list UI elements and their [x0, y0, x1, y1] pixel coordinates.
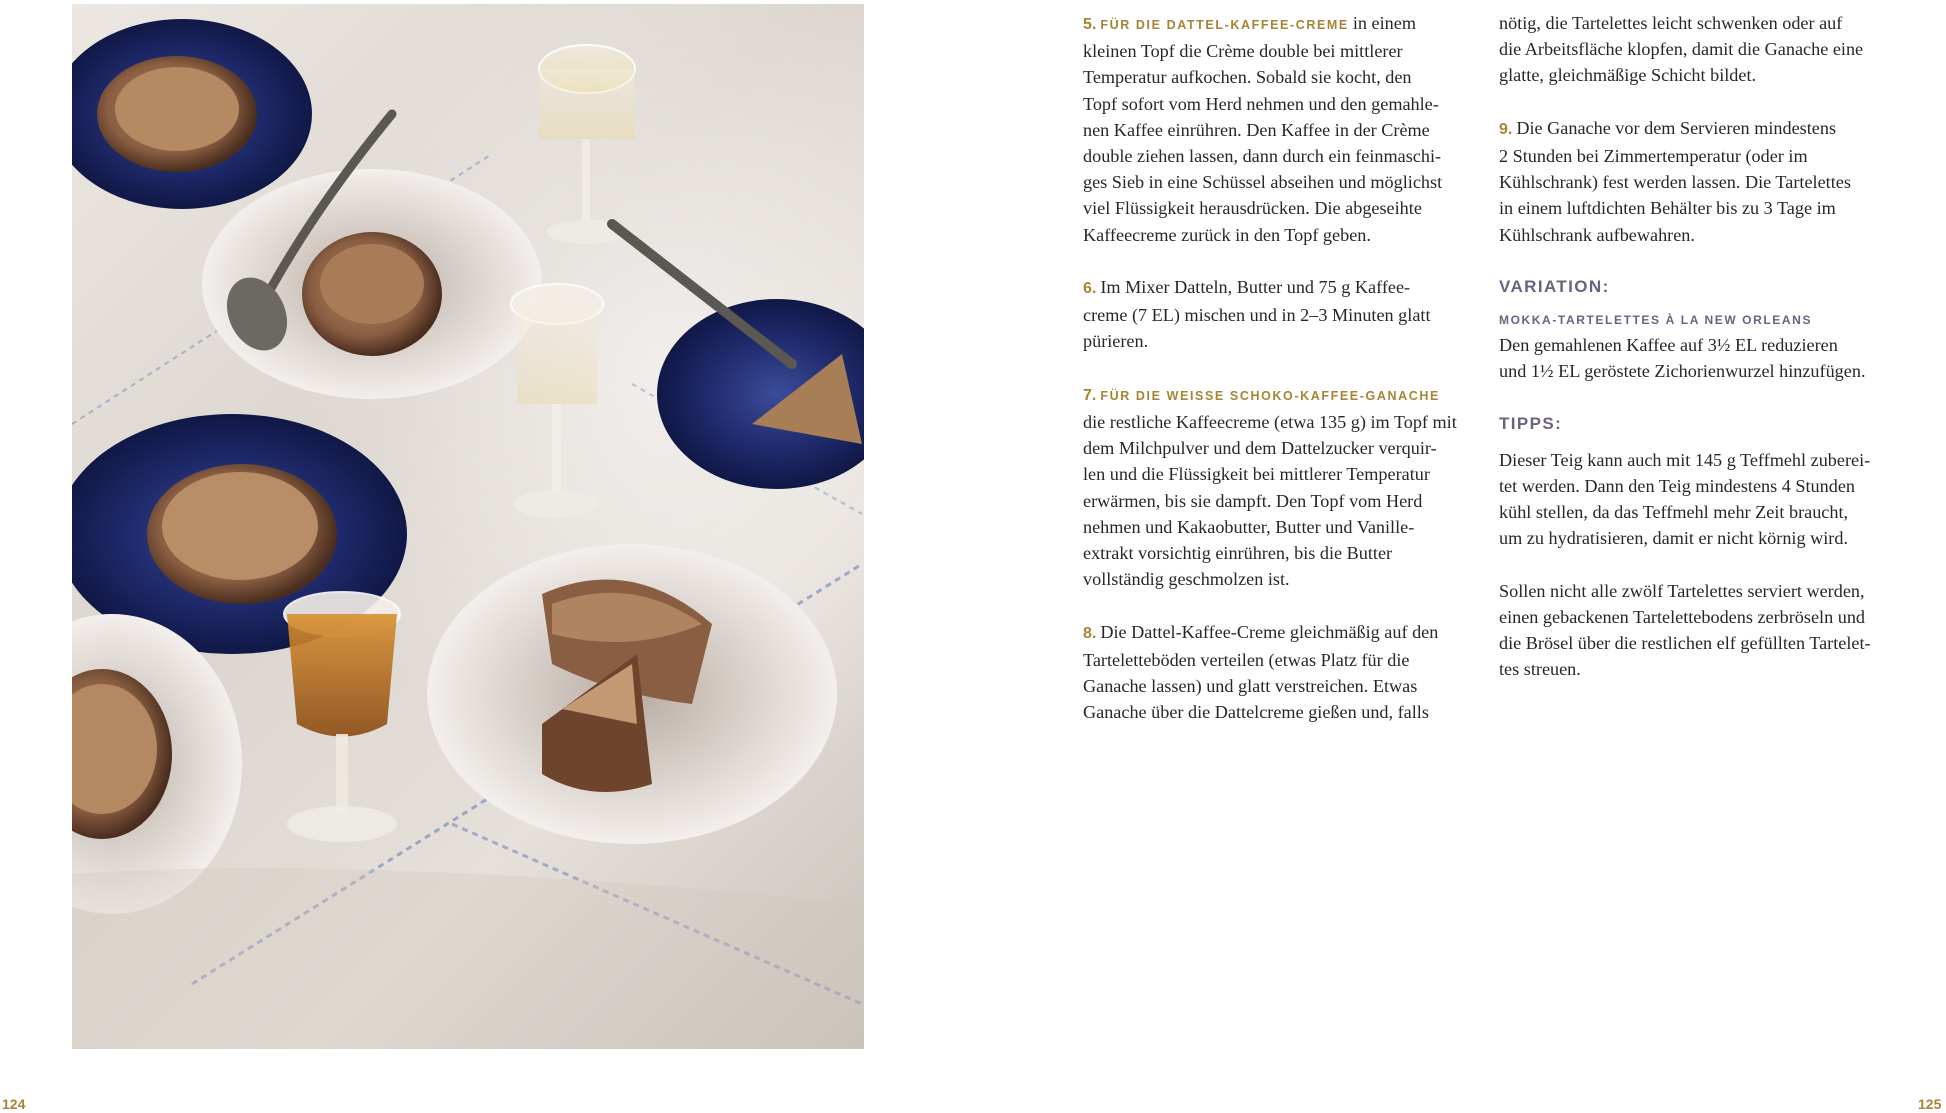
step-lead: FÜR DIE DATTEL-KAFFEE-CREME: [1100, 18, 1349, 32]
step-text-line: Kühlschrank aufbewahren.: [1499, 224, 1695, 245]
step-text-line: kleinen Topf die Crème double bei mittlerer: [1083, 41, 1403, 62]
text-column-right: [1499, 10, 1889, 682]
step-text-line: nehmen und Kakaobutter, Butter und Vanille-: [1083, 516, 1415, 537]
step-number: 8.: [1083, 624, 1097, 642]
step-text-line: Ganache über die Dattelcreme gießen und, falls: [1083, 702, 1429, 723]
step-text-line: nötig, die Tartelettes leicht schwenken oder auf: [1499, 13, 1843, 33]
variation-block: [1499, 310, 1889, 384]
text-column-left: [1083, 10, 1465, 725]
step-text-line: double ziehen lassen, dann durch ein feinmaschi-: [1083, 146, 1442, 167]
tips-heading: TIPPS:: [1499, 413, 1563, 433]
variation-subheading: MOKKA-TARTELETTES À LA NEW ORLEANS: [1499, 313, 1813, 327]
step-text-line: in einem: [1352, 13, 1416, 33]
tips-text-line: um zu hydratisieren, damit er nicht körnig wird.: [1499, 528, 1849, 549]
variation-text-line: und 1½ EL geröstete Zichorienwurzel hinzufügen.: [1499, 361, 1866, 382]
step-text-line: glatte, gleichmäßige Schicht bildet.: [1499, 65, 1757, 86]
step-text-line: Kaffeecreme zurück in den Topf geben.: [1083, 224, 1371, 245]
tips-text-line: tet werden. Dann den Teig mindestens 4 Stunden: [1499, 475, 1856, 496]
tips-paragraph-1: [1499, 447, 1889, 552]
step-text-line: creme (7 EL) mischen und in 2–3 Minuten glatt: [1083, 305, 1431, 326]
step-text-line: extrakt vorsichtig einrühren, bis die Butter: [1083, 543, 1393, 564]
step-number: 9.: [1499, 120, 1513, 138]
step-text-line: Ganache lassen) und glatt verstreichen. Etwas: [1083, 676, 1418, 697]
step-6: [1083, 274, 1465, 355]
page-number-left: 124: [2, 1096, 26, 1112]
step-text-line: Topf sofort vom Herd nehmen und den gemahle-: [1083, 93, 1439, 114]
step-text-line: Temperatur aufkochen. Sobald sie kocht, den: [1083, 67, 1412, 88]
step-text-line: Kühlschrank) fest werden lassen. Die Tartelettes: [1499, 172, 1851, 193]
step-text-line: pürieren.: [1083, 331, 1149, 352]
tips-text-line: Sollen nicht alle zwölf Tartelettes serviert werden,: [1499, 580, 1865, 601]
step-text-line: Tarteletteböden verteilen (etwas Platz für die: [1083, 649, 1410, 670]
step-7: [1083, 381, 1465, 593]
step-lead: FÜR DIE WEISSE SCHOKO-KAFFEE-GANACHE: [1100, 388, 1440, 403]
step-text-line: Die Dattel-Kaffee-Creme gleichmäßig auf den: [1100, 621, 1439, 642]
step-text-line: in einem luftdichten Behälter bis zu 3 Tage im: [1499, 198, 1836, 219]
photo-illustration: [72, 4, 864, 1049]
step-number: 6.: [1083, 280, 1097, 298]
tips-text-line: Dieser Teig kann auch mit 145 g Teffmehl zuberei-: [1499, 449, 1871, 470]
step-text-line: Im Mixer Datteln, Butter und 75 g Kaffee-: [1100, 277, 1411, 298]
variation-heading: VARIATION:: [1499, 277, 1610, 296]
step-number: 5.: [1083, 16, 1097, 33]
page-number-right: 125: [1918, 1096, 1942, 1112]
step-text-line: die restliche Kaffeecreme (etwa 135 g) im Topf mit: [1083, 412, 1457, 433]
step-text-line: nen Kaffee einrühren. Den Kaffee in der Crème: [1083, 119, 1430, 140]
step-text-line: viel Flüssigkeit herausdrücken. Die abgeseihte: [1083, 198, 1422, 219]
tips-text-line: kühl stellen, da das Teffmehl mehr Zeit braucht,: [1499, 502, 1849, 522]
step-number: 7.: [1083, 386, 1097, 404]
step-8-continued: [1499, 10, 1889, 89]
tips-paragraph-2: [1499, 578, 1889, 683]
step-text-line: vollständig geschmolzen ist.: [1083, 569, 1290, 590]
step-text-line: die Arbeitsfläche klopfen, damit die Ganache eine: [1499, 39, 1864, 60]
step-text-line: ges Sieb in eine Schüssel abseihen und möglichst: [1083, 172, 1443, 193]
variation-text-line: Den gemahlenen Kaffee auf 3½ EL reduzieren: [1499, 335, 1838, 355]
step-text-line: erwärmen, bis sie dampft. Den Topf vom Herd: [1083, 490, 1423, 511]
step-text-line: 2 Stunden bei Zimmertemperatur (oder im: [1499, 146, 1808, 166]
step-8: [1083, 619, 1465, 726]
step-5: [1083, 10, 1465, 248]
tips-text-line: tes streuen.: [1499, 659, 1581, 680]
tips-text-line: einen gebackenen Tartelettebodens zerbröseln und: [1499, 606, 1866, 627]
tartelettes-photo: [72, 4, 864, 1049]
step-text-line: dem Milchpulver und dem Dattelzucker verquir-: [1083, 438, 1437, 459]
tips-text-line: die Brösel über die restlichen elf gefüllten Tartelet-: [1499, 633, 1871, 653]
step-text-line: Die Ganache vor dem Servieren mindestens: [1516, 117, 1837, 138]
step-9: [1499, 115, 1889, 248]
step-text-line: len und die Flüssigkeit bei mittlerer Temperatur: [1083, 464, 1430, 485]
